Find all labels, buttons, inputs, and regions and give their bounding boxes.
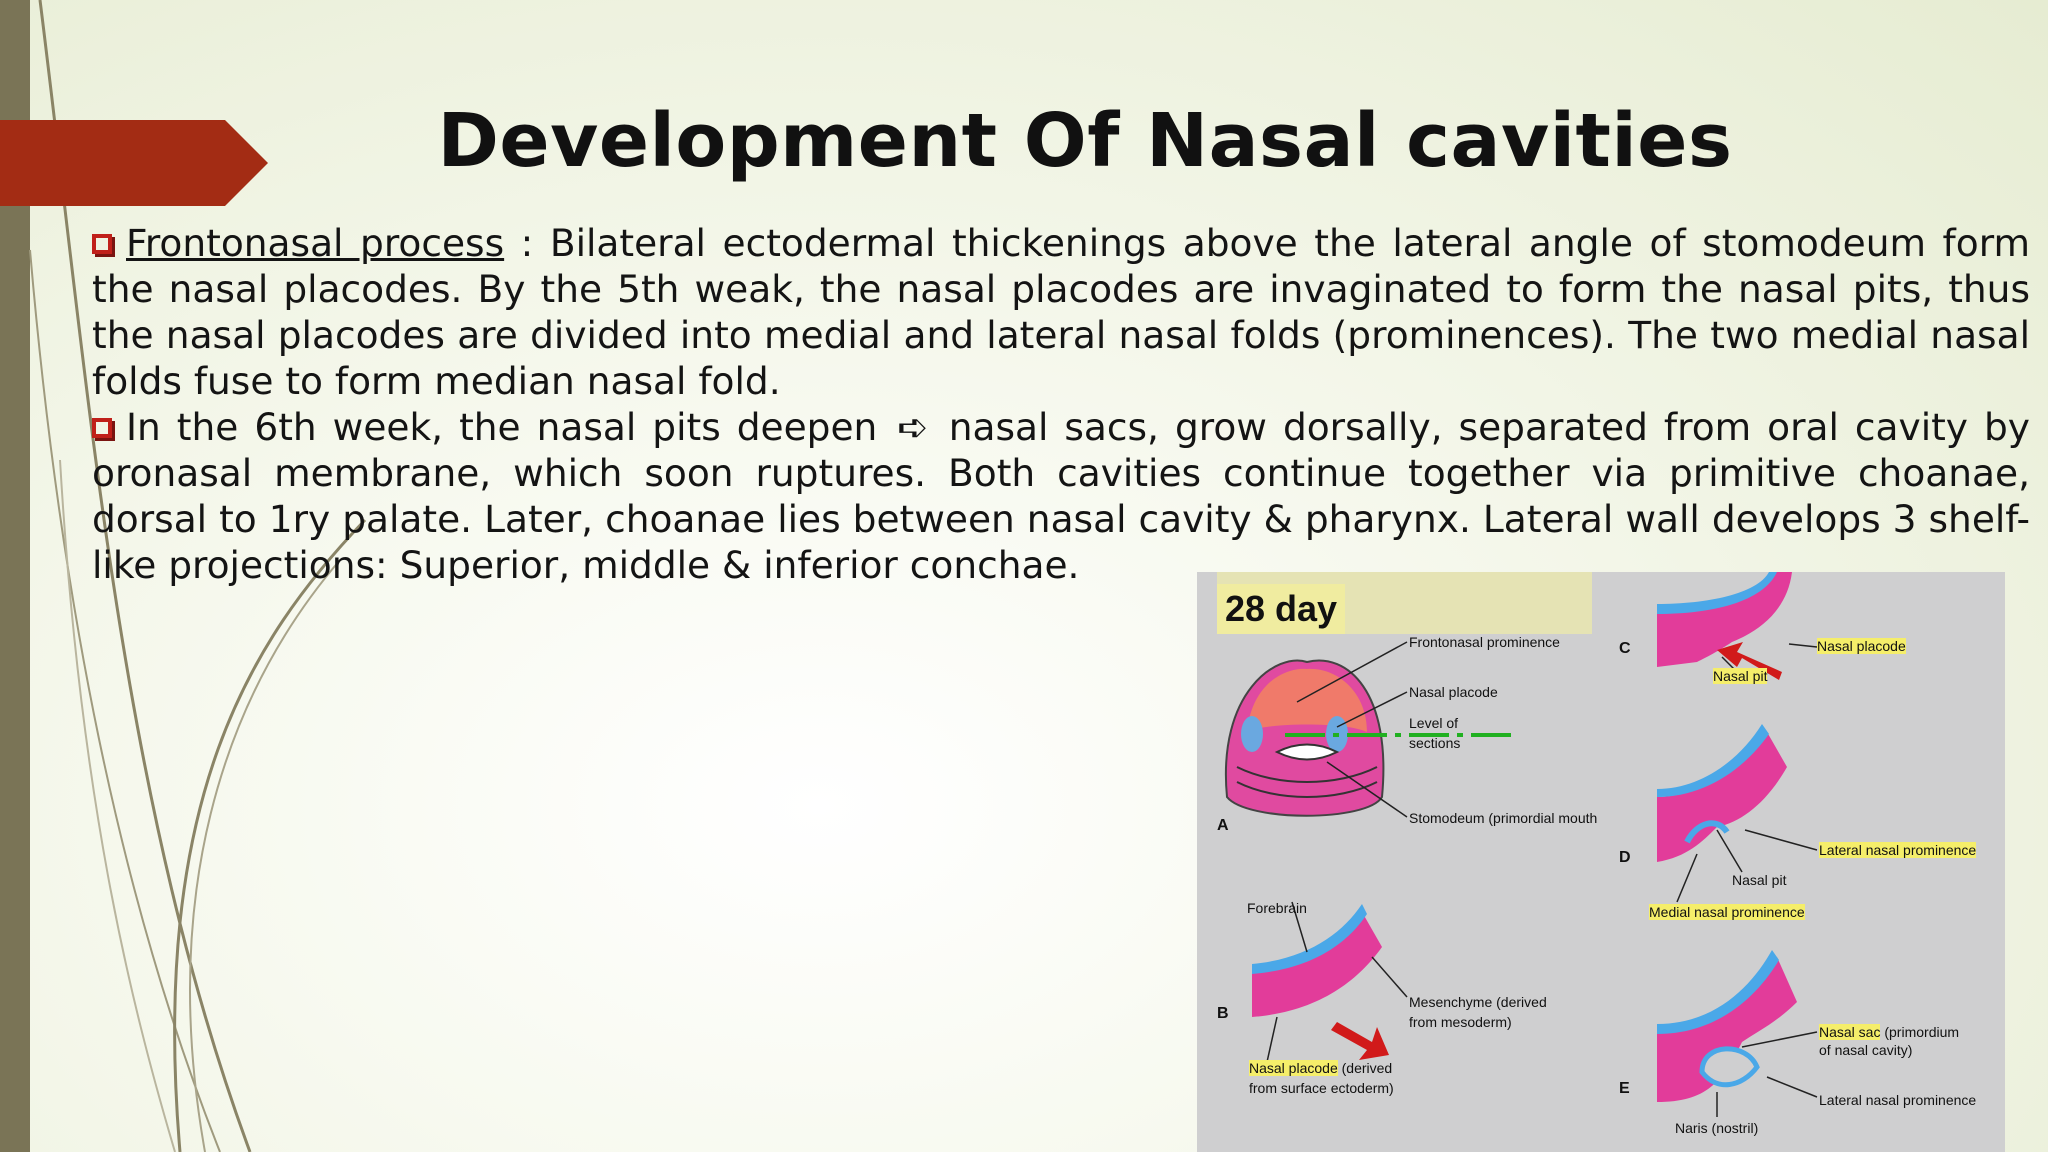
label-nasal-placode-b-highlight: Nasal placode	[1249, 1060, 1338, 1076]
label-e-nasal-sac-highlight: Nasal sac	[1819, 1024, 1881, 1040]
figure-day-label: 28 day	[1217, 584, 1345, 634]
panel-letter-e: E	[1619, 1080, 1630, 1097]
title-arrow-banner	[0, 120, 268, 206]
label-d-lateral-highlight: Lateral nasal prominence	[1819, 842, 1977, 858]
label-e-nasal-sac-rest: (primordium	[1880, 1024, 1960, 1040]
label-nasal-placode-b	[1249, 1060, 1392, 1076]
label-c-nasal-pit	[1713, 668, 1767, 684]
term-frontonasal-process: Frontonasal process	[126, 221, 505, 265]
label-e-nasal-sac-2: of nasal cavity)	[1819, 1042, 1913, 1058]
label-d-medial-nasal-prominence	[1649, 904, 1805, 920]
panel-letter-a: A	[1217, 817, 1229, 834]
label-nasal-placode-b-rest: (derived	[1337, 1060, 1393, 1076]
label-c-nasal-placode-highlight: Nasal placode	[1817, 638, 1906, 654]
panel-letter-b: B	[1217, 1005, 1229, 1022]
square-bullet-icon	[92, 234, 112, 254]
panel-letter-c: C	[1619, 640, 1631, 657]
paragraph-frontonasal	[92, 220, 2030, 404]
label-mesenchyme-1: Mesenchyme (derived	[1409, 994, 1547, 1010]
paragraph-1-text: : Bilateral ectodermal thickenings above the lateral angle of stomodeum form the nasal placodes. By the 5th weak, the nasal placodes are invaginated to form the nasal pits, thus the nasal placodes are divided into medial and lateral nasal folds (prominences). The two medial nasal folds fuse to form median nasal fold.	[92, 221, 2030, 403]
label-mesenchyme-2: from mesoderm)	[1409, 1014, 1512, 1030]
label-sections: sections	[1409, 735, 1461, 751]
label-nasal-placode: Nasal placode	[1409, 684, 1498, 700]
label-forebrain: Forebrain	[1247, 900, 1307, 916]
label-e-nasal-sac	[1819, 1024, 1959, 1040]
paragraph-2-text-before: In the 6th week, the nasal pits deepen	[126, 405, 894, 449]
slide-title: Development Of Nasal cavities	[437, 98, 1733, 184]
paragraph-6th-week	[92, 404, 2030, 588]
label-d-medial-highlight: Medial nasal prominence	[1649, 904, 1805, 920]
label-c-nasal-placode	[1817, 638, 1906, 654]
label-e-naris: Naris (nostril)	[1675, 1120, 1759, 1136]
label-c-nasal-pit-highlight: Nasal pit	[1713, 668, 1768, 684]
square-bullet-icon	[92, 418, 112, 438]
embryology-figure	[1197, 572, 2005, 1152]
panel-letter-d: D	[1619, 849, 1631, 866]
label-e-lateral-nasal-prominence: Lateral nasal prominence	[1819, 1092, 1977, 1108]
paragraph-2-text-after: nasal sacs, grow dorsally, separated from oral cavity by oronasal membrane, which soon ruptures. Both cavities continue together via primitive choanae, dorsal to 1ry palate. Later, choanae lies between nasal cavity & pharynx. Lateral wall develops 3 shelf-like projections: Superior, middle & inferior conchae.	[92, 405, 2030, 587]
label-nasal-placode-b-2: from surface ectoderm)	[1249, 1080, 1394, 1096]
slide-body	[92, 220, 2030, 588]
label-stomodeum: Stomodeum (primordial mouth	[1409, 810, 1598, 826]
label-d-nasal-pit: Nasal pit	[1732, 872, 1787, 888]
label-level-of: Level of	[1409, 715, 1459, 731]
label-frontonasal-prominence: Frontonasal prominence	[1409, 634, 1560, 650]
right-arrow-icon: ➪	[897, 405, 929, 449]
label-d-lateral-nasal-prominence	[1819, 842, 1976, 858]
